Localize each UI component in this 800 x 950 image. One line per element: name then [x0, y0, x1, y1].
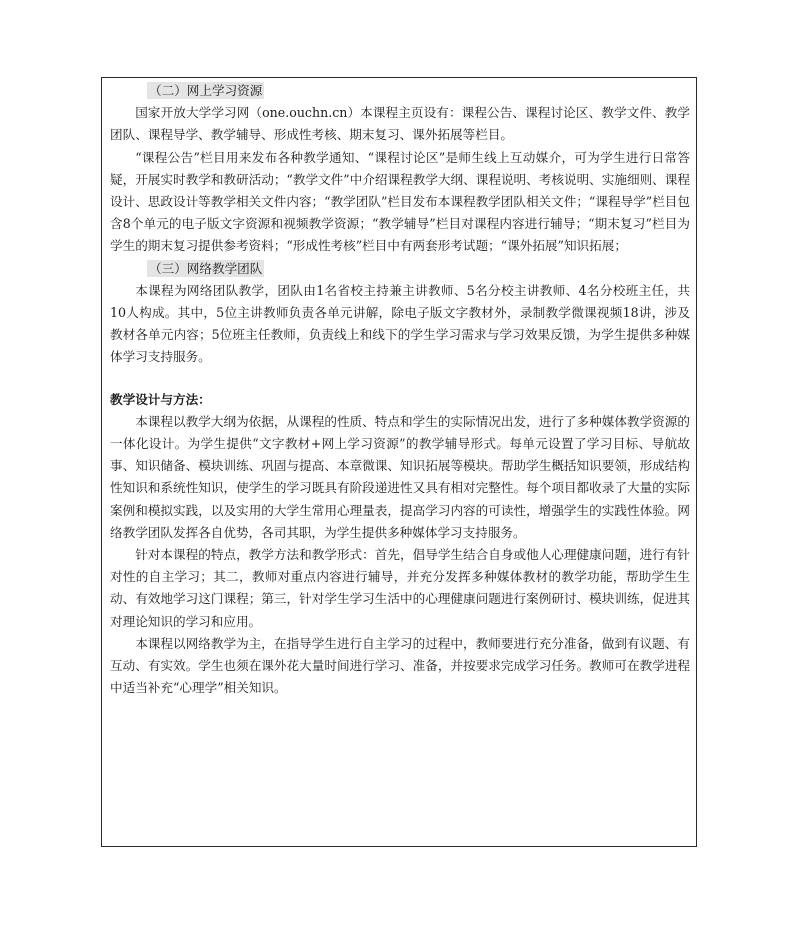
online-resources-heading: （二）网上学习资源 — [149, 83, 263, 98]
teaching-design-paragraph-2: 针对本课程的特点，教学方法和教学形式：首先，倡导学生结合自身或他人心理健康问题，进行有针对性的自主学习；其二，教师对重点内容进行辅导，并充分发挥多种媒体教材的教学功能，帮助学生生动、有效地学习这门课程；第三，针对学生学习生活中的心理健康问题进行案例研讨、模块训练，促进其对理论知识的学习和应用。 — [110, 547, 690, 629]
teaching-team-heading: （三）网络教学团队 — [149, 260, 263, 276]
teaching-design-paragraph-3: 本课程以网络教学为主，在指导学生进行自主学习的过程中，教师要进行充分准备，做到有议题、有互动、有实效。学生也须在课外花大量时间进行学习、准备，并按要求完成学习任务。教师可在教学进程中适当补充“心理学”相关知识。 — [110, 635, 690, 696]
teaching-team-paragraph: 本课程为网络团队教学，团队由1名省校主持兼主讲教师、5名分校主讲教师、4名分校班主任，共10人构成。其中，5位主讲教师负责各单元讲解，除电子版文字教材外，录制教学微课视频18讲，涉及教材各单元内容；5位班主任教师，负责线上和线下的学生学习需求与学习效果反馈，为学生提供多种媒体学习支持服务。 — [110, 282, 690, 365]
teaching-design-heading: 教学设计与方法： — [110, 391, 211, 407]
online-resources-paragraph-1: 国家开放大学学习网（one.ouchn.cn）本课程主页设有：课程公告、课程讨论区、教学文件、教学团队、课程导学、教学辅导、形成性考核、期末复习、课外拓展等栏目。 — [110, 105, 690, 143]
teaching-design-paragraph-1: 本课程以教学大纲为依据，从课程的性质、特点和学生的实际情况出发，进行了多种媒体教学资源的一体化设计。为学生提供“文字教材+网上学习资源”的教学辅导形式。每单元设置了学习目标、导航故事、知识储备、模块训练、巩固与提高、本章微课、知识拓展等模块。帮助学生概括知识要领，形成结构性知识和系统性知识，使学生的学习既具有阶段递进性又具有相对完整性。每个项目都收录了大量的实际案例和模拟实践，以及实用的大学生常用心理量表，提高学习内容的可读性，增强学生的实践性体验。网络教学团队发挥各自优势，各司其职，为学生提供多种媒体学习支持服务。 — [110, 413, 690, 540]
online-resources-paragraph-2: “课程公告”栏目用来发布各种教学通知、“课程讨论区”是师生线上互动媒介，可为学生进行日常答疑，开展实时教学和教研活动；“教学文件”中介绍课程教学大纲、课程说明、考核说明、实施细则、课程设计、思政设计等教学相关文件内容；“教学团队”栏目发布本课程教学团队相关文件；“课程导学”栏目包含8个单元的电子版文字资源和视频教学资源；“教学辅导”栏目对课程内容进行辅导；“期末复习”栏目为学生的期末复习提供参考资料；“形成性考核”栏目中有两套形考试题；“课外拓展”知识拓展； — [110, 149, 690, 254]
document-content — [110, 80, 690, 699]
